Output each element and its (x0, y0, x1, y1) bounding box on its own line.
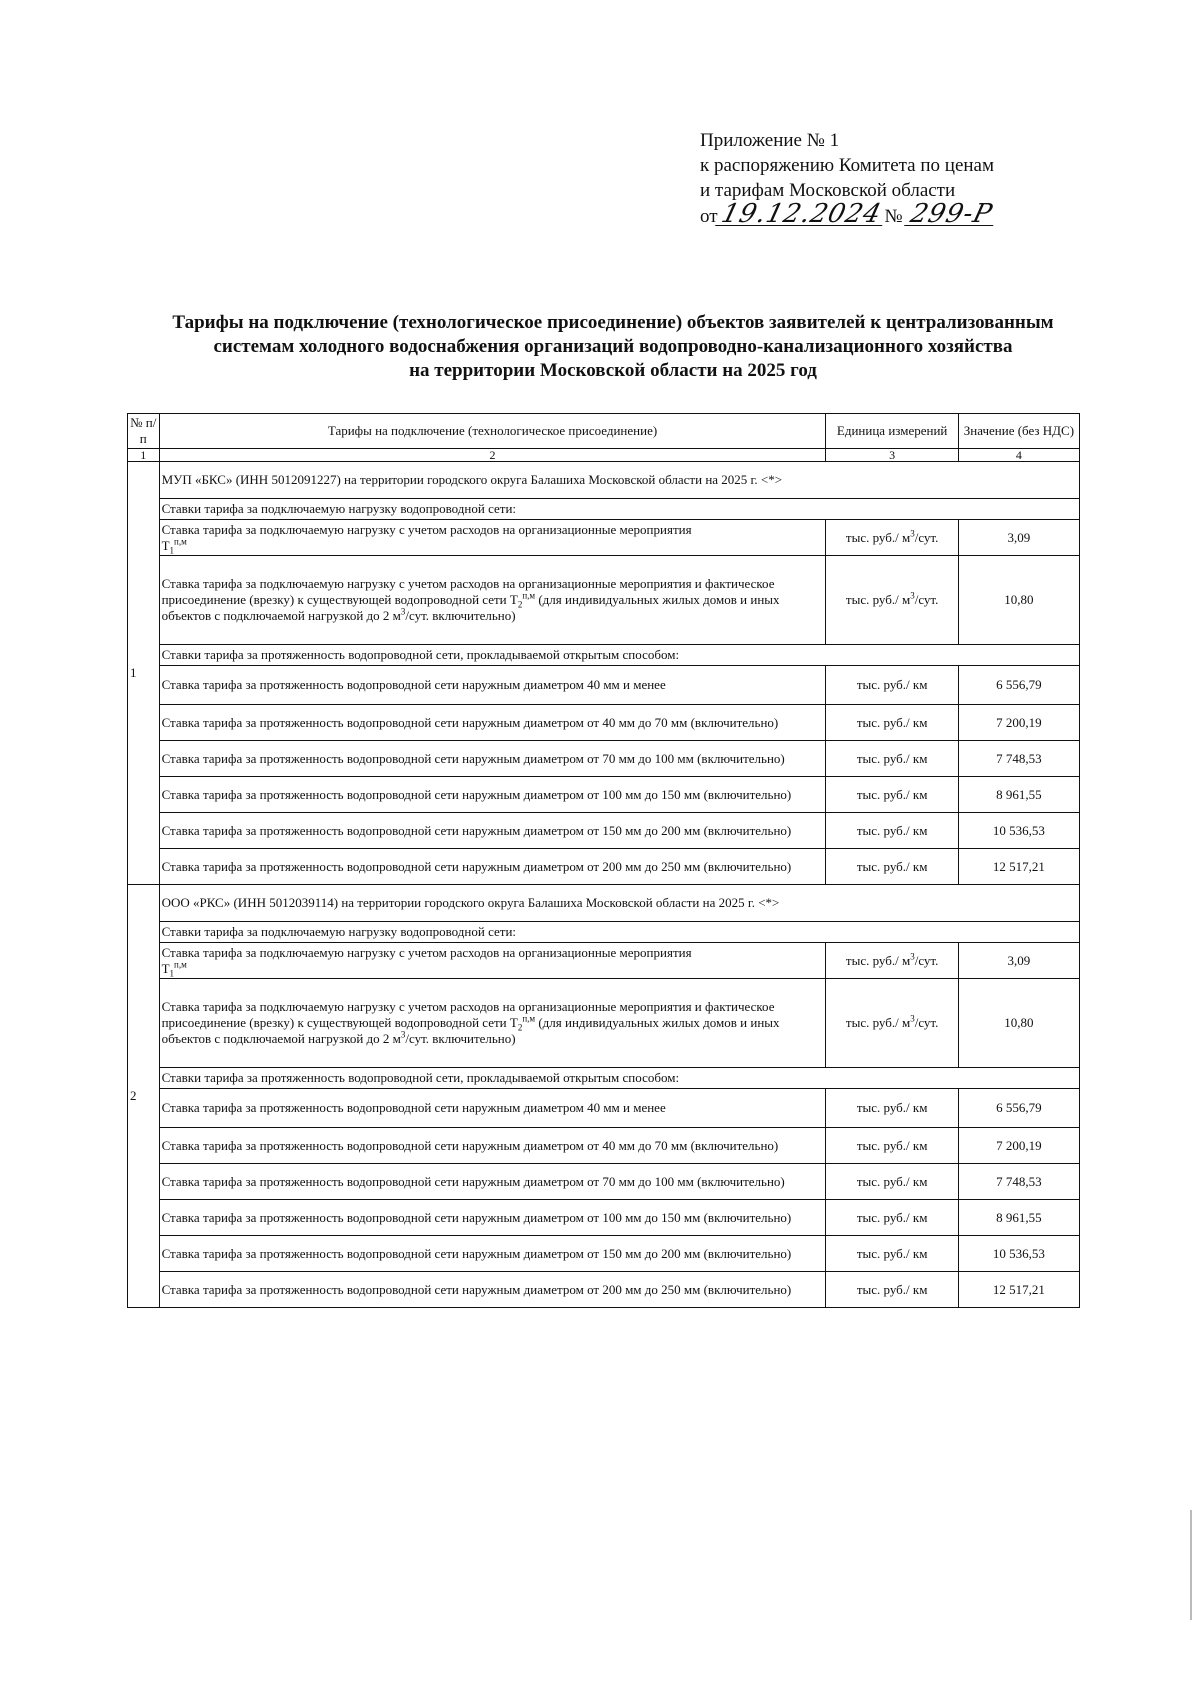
t2-value: 10,80 (958, 556, 1079, 645)
length-rate-label: Ставка тарифа за протяженность водопроводной сети наружным диаметром 40 мм и менее (159, 666, 826, 705)
length-rate-label: Ставка тарифа за протяженность водопроводной сети наружным диаметром от 150 мм до 200 мм (включительно) (159, 813, 826, 849)
length-rate-label: Ставка тарифа за протяженность водопроводной сети наружным диаметром от 200 мм до 250 мм (включительно) (159, 849, 826, 885)
length-rate-value: 6 556,79 (958, 1089, 1079, 1128)
t2-label: Ставка тарифа за подключаемую нагрузку с учетом расходов на организационные мероприятия и фактическое присоединение (врезку) к существующей водопроводной сети $Т_2^{п,м}$ (для индивидуальных жилых домов и иных объектов с подключаемой нагрузкой до 2 $м^3$/сут. включительно) (159, 979, 826, 1068)
table-row (128, 813, 1080, 849)
table-row (128, 777, 1080, 813)
table-header-row (128, 414, 1080, 449)
index-cell: 3 (826, 449, 958, 462)
length-rate-unit: тыс. руб./ км (826, 813, 958, 849)
length-rate-value: 7 200,19 (958, 1128, 1079, 1164)
header-num: № п/п (128, 414, 160, 449)
length-rate-label: Ставка тарифа за протяженность водопроводной сети наружным диаметром от 70 мм до 100 мм (включительно) (159, 741, 826, 777)
length-rate-label: Ставка тарифа за протяженность водопроводной сети наружным диаметром от 200 мм до 250 мм (включительно) (159, 1272, 826, 1308)
table-row (128, 1200, 1080, 1236)
table-body (128, 462, 1080, 1308)
org-row (128, 462, 1080, 499)
number-prefix: № (884, 206, 903, 227)
length-rate-label: Ставка тарифа за протяженность водопроводной сети наружным диаметром от 40 мм до 70 мм (включительно) (159, 1128, 826, 1164)
tariff-table (127, 413, 1080, 1308)
length-rate-label: Ставка тарифа за протяженность водопроводной сети наружным диаметром от 100 мм до 150 мм (включительно) (159, 1200, 826, 1236)
org-number: 1 (128, 462, 160, 885)
length-rate-value: 8 961,55 (958, 1200, 1079, 1236)
t2-value: 10,80 (958, 979, 1079, 1068)
length-rate-value: 10 536,53 (958, 813, 1079, 849)
handwritten-date: 19.12.2024 (715, 203, 888, 226)
section-row-length (128, 1068, 1080, 1089)
table-row (128, 741, 1080, 777)
table-row (128, 1164, 1080, 1200)
t2-unit: тыс. руб./ $м^3$/сут. (826, 979, 958, 1068)
handwritten-number: 299-Р (904, 203, 999, 226)
length-rate-unit: тыс. руб./ км (826, 1164, 958, 1200)
length-rate-value: 7 748,53 (958, 1164, 1079, 1200)
length-rate-unit: тыс. руб./ км (826, 849, 958, 885)
length-rate-unit: тыс. руб./ км (826, 777, 958, 813)
length-rate-unit: тыс. руб./ км (826, 1272, 958, 1308)
length-rate-unit: тыс. руб./ км (826, 1236, 958, 1272)
length-rate-unit: тыс. руб./ км (826, 741, 958, 777)
title-line-1: Тарифы на подключение (технологическое присоединение) объектов заявителей к централизованным (172, 312, 1054, 333)
annex-committee: и тарифам Московской области (700, 180, 956, 201)
table-row-t1 (128, 943, 1080, 979)
table-row (128, 1089, 1080, 1128)
length-rate-value: 10 536,53 (958, 1236, 1079, 1272)
document-title (130, 311, 1096, 383)
section-row-load (128, 499, 1080, 520)
table-row (128, 1272, 1080, 1308)
t1-unit: тыс. руб./ $м^3$/сут. (826, 520, 958, 556)
table-row (128, 849, 1080, 885)
title-line-2: системам холодного водоснабжения организаций водопроводно-канализационного хозяйства (213, 336, 1013, 357)
section-row-load (128, 922, 1080, 943)
index-cell: 4 (958, 449, 1079, 462)
length-rate-unit: тыс. руб./ км (826, 1128, 958, 1164)
length-rate-label: Ставка тарифа за протяженность водопроводной сети наружным диаметром от 150 мм до 200 мм (включительно) (159, 1236, 826, 1272)
length-rate-unit: тыс. руб./ км (826, 666, 958, 705)
header-unit: Единица измерений (826, 414, 958, 449)
length-rate-value: 8 961,55 (958, 777, 1079, 813)
t2-label: Ставка тарифа за подключаемую нагрузку с учетом расходов на организационные мероприятия и фактическое присоединение (врезку) к существующей водопроводной сети $Т_2^{п,м}$ (для индивидуальных жилых домов и иных объектов с подключаемой нагрузкой до 2 $м^3$/сут. включительно) (159, 556, 826, 645)
length-rate-value: 12 517,21 (958, 1272, 1079, 1308)
length-rate-unit: тыс. руб./ км (826, 705, 958, 741)
length-rate-value: 12 517,21 (958, 849, 1079, 885)
t1-label: Ставка тарифа за подключаемую нагрузку с учетом расходов на организационные мероприятия $Т_1^{п,м}$ (159, 943, 826, 979)
column-index-row (128, 449, 1080, 462)
length-rate-label: Ставка тарифа за протяженность водопроводной сети наружным диаметром от 70 мм до 100 мм (включительно) (159, 1164, 826, 1200)
table-row (128, 1128, 1080, 1164)
index-cell: 1 (128, 449, 160, 462)
header-name: Тарифы на подключение (технологическое присоединение) (159, 414, 826, 449)
table-row-t2 (128, 556, 1080, 645)
t1-label: Ставка тарифа за подключаемую нагрузку с учетом расходов на организационные мероприятия $Т_1^{п,м}$ (159, 520, 826, 556)
section-row-length (128, 645, 1080, 666)
section-load-label: Ставки тарифа за подключаемую нагрузку водопроводной сети: (159, 499, 1079, 520)
length-rate-value: 7 748,53 (958, 741, 1079, 777)
t1-unit: тыс. руб./ $м^3$/сут. (826, 943, 958, 979)
annex-header (700, 128, 996, 229)
table-row-t1 (128, 520, 1080, 556)
org-number: 2 (128, 885, 160, 1308)
t2-unit: тыс. руб./ $м^3$/сут. (826, 556, 958, 645)
length-rate-label: Ставка тарифа за протяженность водопроводной сети наружным диаметром 40 мм и менее (159, 1089, 826, 1128)
table-row (128, 666, 1080, 705)
date-prefix: от (700, 206, 718, 227)
t1-value: 3,09 (958, 943, 1079, 979)
index-cell: 2 (159, 449, 826, 462)
length-rate-unit: тыс. руб./ км (826, 1200, 958, 1236)
org-row (128, 885, 1080, 922)
header-value: Значение (без НДС) (958, 414, 1079, 449)
table-row-t2 (128, 979, 1080, 1068)
section-load-label: Ставки тарифа за подключаемую нагрузку водопроводной сети: (159, 922, 1079, 943)
annex-order-ref: к распоряжению Комитета по ценам (700, 155, 994, 176)
length-rate-value: 6 556,79 (958, 666, 1079, 705)
length-rate-label: Ставка тарифа за протяженность водопроводной сети наружным диаметром от 40 мм до 70 мм (включительно) (159, 705, 826, 741)
table-row (128, 705, 1080, 741)
length-rate-unit: тыс. руб./ км (826, 1089, 958, 1128)
length-rate-value: 7 200,19 (958, 705, 1079, 741)
org-name: МУП «БКС» (ИНН 5012091227) на территории городского округа Балашиха Московской области на 2025 г. <*> (159, 462, 1079, 499)
section-length-label: Ставки тарифа за протяженность водопроводной сети, прокладываемой открытым способом: (159, 645, 1079, 666)
title-line-3: на территории Московской области на 2025 год (409, 360, 817, 381)
org-name: ООО «РКС» (ИНН 5012039114) на территории городского округа Балашиха Московской области на 2025 г. <*> (159, 885, 1079, 922)
annex-title: Приложение № 1 (700, 130, 840, 151)
table-row (128, 1236, 1080, 1272)
section-length-label: Ставки тарифа за протяженность водопроводной сети, прокладываемой открытым способом: (159, 1068, 1079, 1089)
length-rate-label: Ставка тарифа за протяженность водопроводной сети наружным диаметром от 100 мм до 150 мм (включительно) (159, 777, 826, 813)
annex-date-number (700, 199, 997, 229)
scan-edge-mark (1190, 1510, 1192, 1620)
t1-value: 3,09 (958, 520, 1079, 556)
